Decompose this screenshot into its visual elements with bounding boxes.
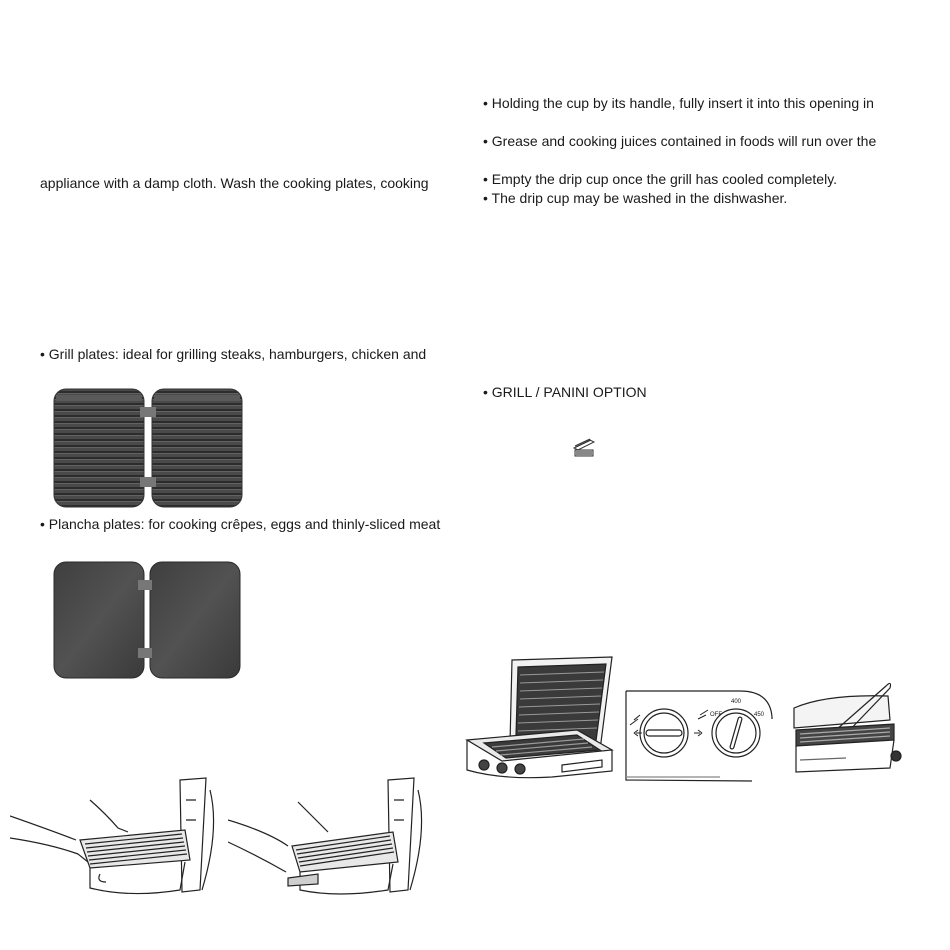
dial-off-label: OFF bbox=[710, 712, 722, 718]
empty-drip-cup-bullet: • Empty the drip cup once the grill has cooled completely. bbox=[483, 171, 838, 187]
closed-grill-panini-illustration bbox=[786, 676, 906, 784]
plate-insertion-illustration-1 bbox=[10, 770, 220, 910]
dishwasher-bullet: • The drip cup may be washed in the dishwasher. bbox=[483, 190, 788, 206]
grill-panini-icon bbox=[572, 438, 596, 458]
dial-max-label: 450 bbox=[754, 712, 765, 718]
grill-plates-bullet: • Grill plates: ideal for grilling steaks, hamburgers, chicken and bbox=[40, 346, 427, 362]
control-dials-illustration bbox=[620, 685, 780, 785]
plancha-plates-image bbox=[50, 558, 250, 683]
open-grill-illustration bbox=[462, 655, 622, 790]
grease-note-bullet: • Grease and cooking juices contained in foods will run over the bbox=[483, 133, 877, 149]
plate-insertion-illustration-2 bbox=[228, 770, 438, 910]
plancha-plates-bullet: • Plancha plates: for cooking crêpes, eggs and thinly-sliced meat bbox=[40, 516, 441, 532]
grill-plates-image bbox=[50, 385, 250, 510]
cleaning-instructions-text: appliance with a damp cloth. Wash the cooking plates, cooking bbox=[40, 175, 429, 191]
grill-panini-option-heading: • GRILL / PANINI OPTION bbox=[483, 384, 647, 400]
dial-temperature-label: 400 bbox=[731, 699, 742, 705]
drip-cup-insert-bullet: • Holding the cup by its handle, fully insert it into this opening in bbox=[483, 95, 874, 111]
